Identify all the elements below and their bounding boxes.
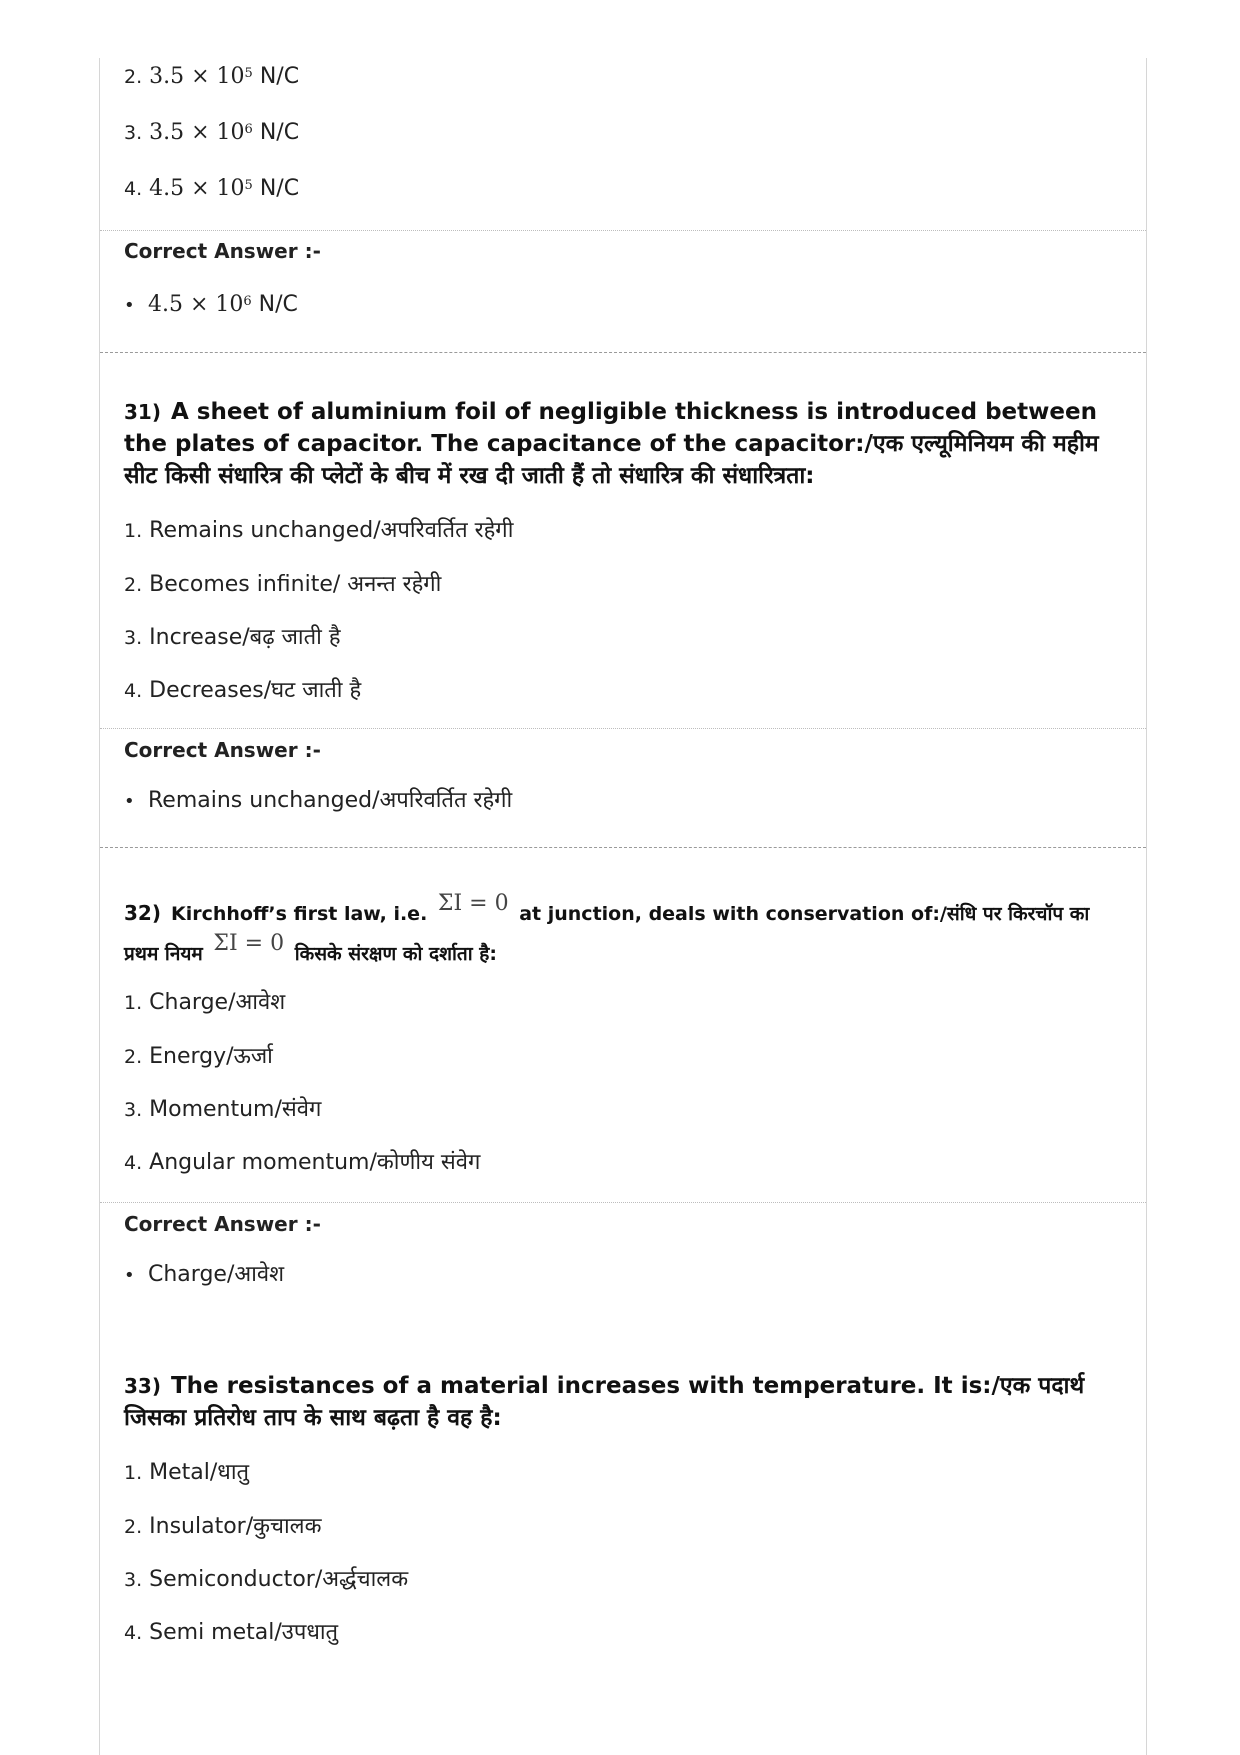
q31-option-3[interactable]: 3. Increase/बढ़ जाती है <box>124 625 341 650</box>
bullet-icon: • <box>124 1265 135 1286</box>
q33-option-4[interactable]: 4. Semi metal/उपधातु <box>124 1620 339 1645</box>
correct-answer-label: Correct Answer :- <box>124 1212 321 1236</box>
q32-option-3[interactable]: 3. Momentum/संवेग <box>124 1097 322 1122</box>
bullet-icon: • <box>124 791 135 812</box>
q31-option-1[interactable]: 1. Remains unchanged/अपरिवर्तित रहेगी <box>124 518 514 543</box>
q33-question: 33) The resistances of a material increases with temperature. It is:/एक पदार्थ जिसका प्रतिरोध ताप के साथ बढ़ता है वह है: <box>124 1373 1085 1431</box>
bullet-icon: • <box>124 295 135 316</box>
q33-option-3[interactable]: 3. Semiconductor/अर्द्धचालक <box>124 1567 409 1592</box>
q31-option-2[interactable]: 2. Becomes infinite/ अनन्त रहेगी <box>124 572 442 597</box>
divider <box>100 1202 1146 1203</box>
q31-question: 31) A sheet of aluminium foil of negligible thickness is introduced between the plates of capacitor. The capacitance of the capacitor:/एक एल्यूमिनियम की महीम सीट किसी संधारित्र की प्लेटों के बीच में रख दी जाती हैं तो संधारित्र की संधारित्रता: <box>124 399 1099 489</box>
q31-option-4[interactable]: 4. Decreases/घट जाती है <box>124 678 362 703</box>
q33-option-2[interactable]: 2. Insulator/कुचालक <box>124 1514 322 1539</box>
divider <box>100 230 1146 231</box>
q32-correct-answer: • Charge/आवेश <box>124 1260 284 1291</box>
q30-correct-answer: • $4.5 \times 10^6$ N/C <box>124 290 298 321</box>
sum-equation-image: ΣI = 0 <box>213 931 285 956</box>
question-separator <box>100 352 1146 353</box>
q33-option-1[interactable]: 1. Metal/धातु <box>124 1460 250 1485</box>
q30-option-3[interactable]: 3. $3.5 \times 10^6$ N/C <box>124 120 300 145</box>
question-separator <box>100 847 1146 848</box>
q30-option-2[interactable]: 2. $3.5 \times 10^5$ N/C <box>124 64 300 89</box>
q32-option-2[interactable]: 2. Energy/ऊर्जा <box>124 1044 273 1069</box>
q32-option-1[interactable]: 1. Charge/आवेश <box>124 990 286 1015</box>
q31-correct-answer: • Remains unchanged/अपरिवर्तित रहेगी <box>124 786 512 817</box>
sum-equation-image: ΣI = 0 <box>437 891 509 916</box>
correct-answer-label: Correct Answer :- <box>124 239 321 263</box>
correct-answer-label: Correct Answer :- <box>124 738 321 762</box>
q32-option-4[interactable]: 4. Angular momentum/कोणीय संवेग <box>124 1150 481 1175</box>
q30-option-4[interactable]: 4. $4.5 \times 10^5$ N/C <box>124 176 300 201</box>
q32-question: 32) Kirchhoff’s first law, i.e. ΣI = 0 at junction, deals with conservation of:/संधि पर किरचॉप का प्रथम नियम ΣI = 0 किसके संरक्षण को दर्शाता है: <box>124 891 1090 965</box>
divider <box>100 728 1146 729</box>
